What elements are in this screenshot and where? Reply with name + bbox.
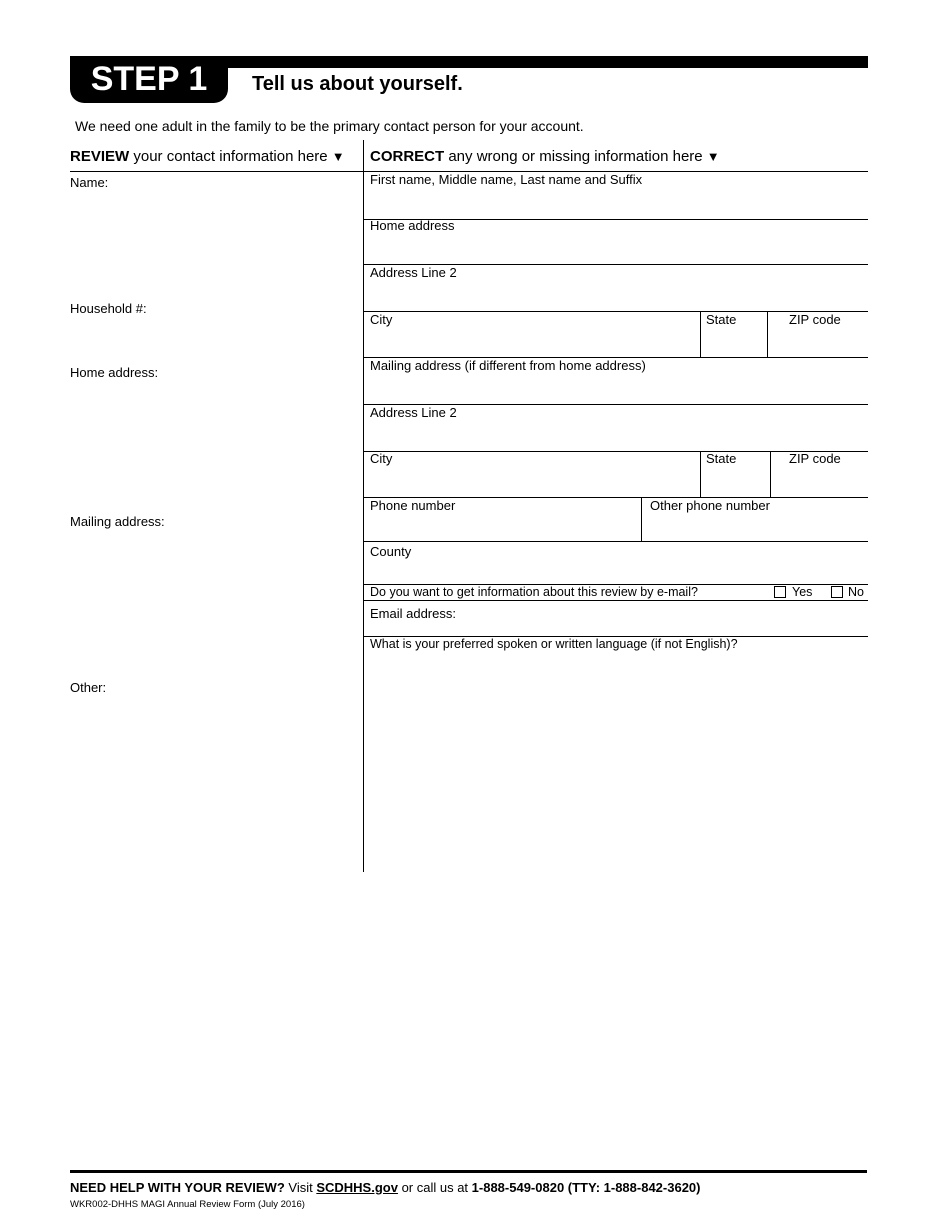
email-question: Do you want to get information about this review by e-mail? [370,585,698,599]
home-zip-field[interactable]: ZIP code [789,312,841,327]
review-heading-text: your contact information here [129,148,328,165]
home-address-field[interactable]: Home address [370,218,455,233]
mailing-zip-field[interactable]: ZIP code [789,451,841,466]
email-no-label: No [848,585,864,599]
help-heading: NEED HELP WITH YOUR REVIEW? [70,1180,285,1195]
help-phone: 1-888-549-0820 (TTY: 1-888-842-3620) [471,1180,701,1195]
home-city-field[interactable]: City [370,312,393,327]
scdhhs-link[interactable]: SCDHHS.gov [316,1180,398,1195]
mailing-address-field[interactable]: Mailing address (if different from home address) [370,358,646,373]
help-visit-text: Visit [284,1180,317,1195]
field-divider [364,541,868,542]
mailing-state-field[interactable]: State [706,451,737,466]
review-heading [70,148,345,165]
help-line [70,1180,701,1195]
review-label-home-address: Home address: [70,365,159,380]
field-divider-vertical [700,451,701,497]
home-state-field[interactable]: State [706,312,737,327]
field-divider [364,600,868,601]
review-label-other: Other: [70,680,107,695]
help-call-text: or call us at [397,1180,472,1195]
email-yes-checkbox[interactable] [774,586,786,598]
review-label-mailing-address: Mailing address: [70,514,165,529]
field-divider-vertical [770,451,771,497]
review-heading-bold: REVIEW [70,148,130,165]
correct-heading [370,148,720,165]
down-arrow-icon: ▼ [331,149,345,164]
other-phone-field[interactable]: Other phone number [650,498,770,513]
review-label-household: Household #: [70,301,147,316]
language-field[interactable]: What is your preferred spoken or written language (if not English)? [370,637,738,651]
step-badge: STEP 1 [70,56,228,103]
correct-heading-text: any wrong or missing information here [444,148,703,165]
review-label-name: Name: [70,175,109,190]
field-divider-vertical [641,497,642,541]
email-no-checkbox[interactable] [831,586,843,598]
field-divider-vertical [700,311,701,357]
page-title: Tell us about yourself. [252,73,463,95]
mailing-address-line2-field[interactable]: Address Line 2 [370,405,457,420]
full-name-field[interactable]: First name, Middle name, Last name and Suffix [370,172,643,187]
down-arrow-icon: ▼ [706,149,720,164]
footer-rule [70,1170,867,1173]
intro-text: We need one adult in the family to be the primary contact person for your account. [75,118,584,134]
email-field[interactable]: Email address: [370,606,456,621]
email-yes-label: Yes [792,585,813,599]
mailing-city-field[interactable]: City [370,451,393,466]
form-code: WKR002-DHHS MAGI Annual Review Form (July 2016) [70,1199,305,1210]
correct-heading-bold: CORRECT [370,148,445,165]
county-field[interactable]: County [370,544,412,559]
field-divider-vertical [767,311,768,357]
home-address-line2-field[interactable]: Address Line 2 [370,265,457,280]
phone-field[interactable]: Phone number [370,498,456,513]
column-divider [363,140,364,872]
